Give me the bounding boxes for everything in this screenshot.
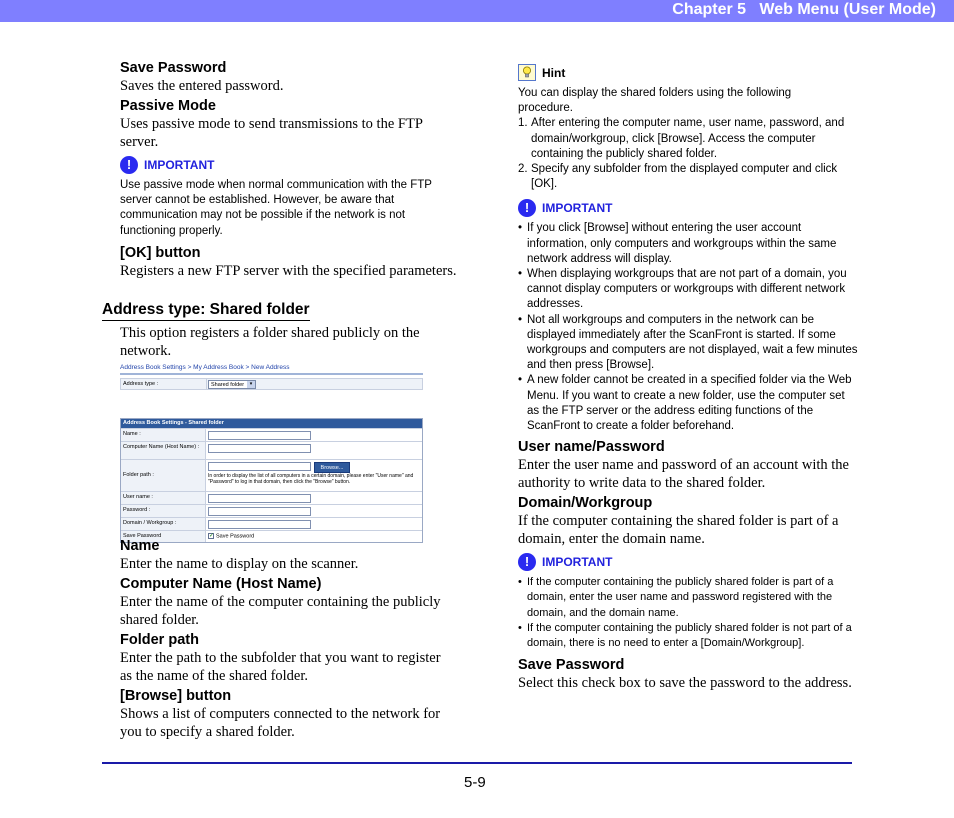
computer-name-heading: Computer Name (Host Name) — [120, 576, 322, 592]
divider — [120, 373, 423, 375]
breadcrumb: Address Book Settings > My Address Book > New Address — [120, 364, 290, 371]
address-type-label: Address type : — [121, 379, 207, 389]
browse-button-text: Shows a list of computers connected to the network for you to specify a shared folder. — [120, 706, 441, 740]
computer-name-text: Enter the name of the computer containing the publicly shared folder. — [120, 594, 441, 628]
folder-label: Folder path : — [121, 460, 206, 491]
chapter-title: Chapter 5 Web Menu (User Mode) — [672, 1, 936, 18]
table-title: Address Book Settings - Shared folder — [121, 419, 422, 428]
chevron-down-icon: ▾ — [247, 381, 255, 388]
hint-intro: You can display the shared folders using the following procedure. — [518, 87, 792, 115]
page-number: 5-9 — [464, 774, 486, 791]
password-label: Password : — [121, 505, 206, 517]
hint-block — [518, 64, 858, 81]
folder-input[interactable] — [208, 462, 311, 471]
list-item: 2. Specify any subfolder from the displayed computer and click [OK]. — [518, 163, 838, 191]
password-row — [121, 504, 422, 517]
name-label: Name : — [121, 429, 206, 441]
settings-screenshot — [120, 364, 423, 543]
save-password-text: Saves the entered password. — [120, 78, 284, 94]
save-password-heading-right: Save Password — [518, 657, 625, 674]
passive-mode-heading: Passive Mode — [120, 98, 216, 114]
folder-path-text: Enter the path to the subfolder that you want to register as the name of the shared folder. — [120, 650, 441, 684]
save-password-label: Save Password — [121, 531, 206, 542]
exclamation-icon: ! — [518, 199, 536, 217]
list-item: • If the computer containing the publicly shared folder is not part of a domain, there is no need to enter a [Domain/Workgroup]. — [518, 621, 858, 651]
list-item: • A new folder cannot be created in a specified folder via the Web Menu. If you want to create a new folder, use the computer set as the FTP server or the address editing functions of the ScanFront to create a folder beforehand. — [518, 373, 858, 434]
domain-row — [121, 517, 422, 530]
name-row — [121, 428, 422, 441]
list-item: • If you click [Browse] without entering the user account information, only computers and workgroups within the same network address will display. — [518, 221, 858, 267]
computer-row — [121, 441, 422, 459]
footer-rule — [102, 762, 852, 764]
left-column — [120, 58, 460, 283]
important-list-3 — [518, 575, 858, 651]
ok-button-text: Registers a new FTP server with the specified parameters. — [120, 262, 457, 279]
domain-input[interactable] — [208, 520, 311, 529]
user-password-text: Enter the user name and password of an account with the authority to write data to the shared folder. — [518, 457, 849, 492]
ok-button-heading: [OK] button — [120, 244, 201, 261]
passive-mode-text: Uses passive mode to send transmissions to the FTP server. — [120, 116, 423, 150]
domain-text: If the computer containing the shared folder is part of a domain, enter the domain name. — [518, 513, 839, 548]
right-column — [518, 64, 858, 695]
address-type-select[interactable] — [208, 380, 256, 389]
important-label: IMPORTANT — [542, 201, 613, 216]
user-label: User name : — [121, 492, 206, 504]
hint-label: Hint — [542, 65, 566, 80]
lightbulb-icon — [518, 64, 536, 81]
computer-label: Computer Name (Host Name) : — [121, 442, 206, 459]
folder-path-heading: Folder path — [120, 632, 199, 648]
list-item: • When displaying workgroups that are not part of a domain, you cannot display computers or workgroups with different network addresses. — [518, 267, 858, 313]
list-item: • If the computer containing the publicly shared folder is part of a domain, enter the user name and password registered with the domain, and the domain name. — [518, 575, 858, 621]
browse-button[interactable]: Browse... — [314, 462, 350, 473]
user-row — [121, 491, 422, 504]
folder-row — [121, 459, 422, 491]
hint-steps — [518, 116, 858, 192]
save-password-check-label: Save Password — [216, 533, 255, 540]
important-block-2 — [518, 199, 858, 217]
important-label: IMPORTANT — [144, 158, 215, 172]
section-title: Address type: Shared folder — [102, 301, 310, 321]
section-intro: This option registers a folder shared publicly on the network. — [120, 325, 420, 359]
list-item: 1. After entering the computer name, user name, password, and domain/workgroup, click [Browse]. Access the computer containing the publicly shared folder. — [518, 117, 845, 160]
save-password-checkbox[interactable]: ✓ — [209, 533, 215, 539]
important-list-2 — [518, 221, 858, 434]
password-input[interactable] — [208, 507, 311, 516]
important-label: IMPORTANT — [542, 555, 613, 570]
folder-note: In order to display the list of all computers in a certain domain, please enter "User name" and "Password" to log in that domain, then click the "Browse" button. — [208, 473, 414, 485]
header-bar — [0, 0, 954, 22]
user-password-heading: User name/Password — [518, 439, 665, 456]
domain-heading: Domain/Workgroup — [518, 495, 653, 512]
shared-folder-table — [120, 418, 423, 543]
address-type-value: Shared folder — [211, 382, 245, 388]
exclamation-icon: ! — [518, 553, 536, 571]
list-item: • Not all workgroups and computers in the network can be displayed immediately after the ScanFront is started. If some workgroups and computers are not displayed, wait a few minutes and then press [Browse]. — [518, 313, 858, 374]
name-input[interactable] — [208, 431, 311, 440]
exclamation-icon: ! — [120, 156, 138, 174]
save-password-heading: Save Password — [120, 60, 227, 76]
important-block-3 — [518, 553, 858, 571]
browse-button-heading: [Browse] button — [120, 688, 232, 704]
user-input[interactable] — [208, 494, 311, 503]
save-password-text-right: Select this check box to save the password to the address. — [518, 675, 852, 692]
left-column-lower — [120, 536, 460, 744]
name-text: Enter the name to display on the scanner. — [120, 556, 359, 572]
section-intro-block — [120, 324, 440, 363]
address-type-row — [120, 378, 423, 390]
domain-label: Domain / Workgroup : — [121, 518, 206, 530]
computer-input[interactable] — [208, 444, 311, 453]
name-heading: Name — [120, 538, 160, 554]
important-block-1 — [120, 156, 460, 174]
important-text: Use passive mode when normal communication with the FTP server cannot be established. However, be aware that communication may not be possible if the network is not functioning properly. — [120, 179, 432, 237]
